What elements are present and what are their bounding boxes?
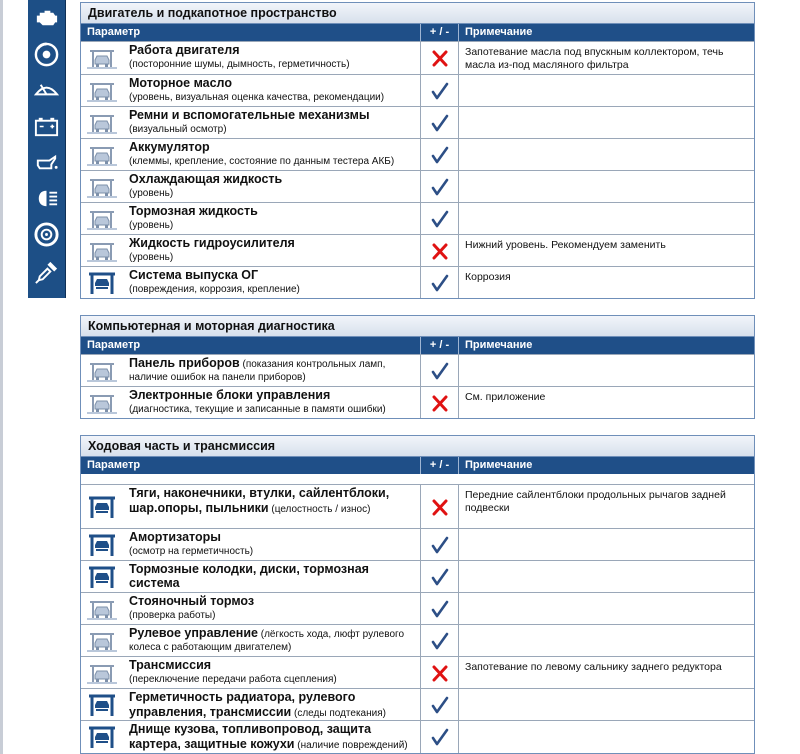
parameter-description: (осмотр на герметичность) xyxy=(129,546,254,557)
table-header xyxy=(81,337,754,354)
parameter-name: Электронные блоки управления xyxy=(129,388,331,402)
car-front-icon xyxy=(81,107,123,138)
parameter-cell xyxy=(123,171,420,202)
parameter-description: (повреждения, коррозия, крепление) xyxy=(129,284,300,295)
car-front-icon xyxy=(81,139,123,170)
table-row xyxy=(81,354,754,386)
car-front-icon xyxy=(81,387,123,418)
table-row xyxy=(81,688,754,720)
header-plus-minus: + / - xyxy=(420,457,458,474)
parameter-detail: (лёгкость хода, люфт рулевого xyxy=(257,629,404,640)
note-cell xyxy=(458,355,754,386)
table-row xyxy=(81,234,754,266)
section-title: Ходовая часть и трансмиссия xyxy=(81,436,754,457)
parameter-name: Тормозные колодки, диски, тормозная система xyxy=(129,562,369,590)
header-param: Параметр xyxy=(87,459,141,471)
parameter-cell xyxy=(123,387,420,418)
note-cell xyxy=(458,721,754,753)
parameter-cell xyxy=(123,689,420,720)
header-spacer xyxy=(81,474,754,484)
table-row xyxy=(81,560,754,592)
parameter-cell xyxy=(123,42,420,74)
parameter-name: Тормозная жидкость xyxy=(129,204,258,218)
parameter-name: Работа двигателя xyxy=(129,43,240,57)
table-row xyxy=(81,266,754,298)
header-param: Параметр xyxy=(87,26,141,38)
check-mark-icon xyxy=(420,171,458,202)
car-lift-icon xyxy=(81,689,123,720)
note-cell xyxy=(458,625,754,656)
parameter-description: (уровень) xyxy=(129,220,174,231)
parameter-cell xyxy=(123,235,420,266)
battery-icon[interactable] xyxy=(32,112,61,141)
brake-disc-icon[interactable] xyxy=(32,40,61,69)
parameter-name: Стояночный тормоз xyxy=(129,594,255,608)
parameter-description: (переключение передачи работа сцепления) xyxy=(129,674,337,685)
note-cell xyxy=(458,203,754,234)
check-mark-icon xyxy=(420,107,458,138)
parameter-description xyxy=(129,591,416,592)
note-cell xyxy=(458,75,754,106)
parameter-name-cont: картера, защитные кожухи xyxy=(129,737,295,751)
parameter-cell xyxy=(123,721,420,753)
parameter-cell xyxy=(123,267,420,298)
note-cell: Нижний уровень. Рекомендуем заменить xyxy=(458,235,754,266)
note-cell xyxy=(458,139,754,170)
parameter-detail: (целостность / износ) xyxy=(268,504,371,515)
check-mark-icon xyxy=(420,75,458,106)
table-row xyxy=(81,386,754,418)
check-mark-icon xyxy=(420,721,458,753)
car-front-icon xyxy=(81,75,123,106)
parameter-cell xyxy=(123,203,420,234)
parameter-name: Тяги, наконечники, втулки, сайлентблоки, xyxy=(129,486,390,500)
parameter-name: Рулевое управление xyxy=(129,626,258,640)
parameter-description: (уровень, визуальная оценка качества, рекомендации) xyxy=(129,92,385,103)
parameter-description: (посторонние шумы, дымность, герметичность) xyxy=(129,59,350,70)
header-note: Примечание xyxy=(458,24,754,41)
car-front-icon xyxy=(81,171,123,202)
note-cell xyxy=(458,107,754,138)
parameter-cell xyxy=(123,355,420,386)
parameter-name: Амортизаторы xyxy=(129,530,221,544)
car-front-icon xyxy=(81,625,123,656)
header-param: Параметр xyxy=(87,339,141,351)
note-cell: Запотевание масла под впускным коллектором, течь масла из-под масляного фильтра xyxy=(458,42,754,74)
car-lift-icon xyxy=(81,561,123,592)
parameter-name: Днище кузова, топливопровод, защита xyxy=(129,722,372,736)
cross-mark-icon xyxy=(420,485,458,528)
table-row xyxy=(81,138,754,170)
parameter-name: Аккумулятор xyxy=(129,140,210,154)
parameter-cell xyxy=(123,75,420,106)
table-header xyxy=(81,457,754,474)
check-mark-icon xyxy=(420,593,458,624)
parameter-name: Жидкость гидроусилителя xyxy=(129,236,295,250)
table-row xyxy=(81,592,754,624)
car-lift-icon xyxy=(81,267,123,298)
table-row xyxy=(81,170,754,202)
header-note: Примечание xyxy=(458,457,754,474)
check-mark-icon xyxy=(420,203,458,234)
parameter-name: Моторное масло xyxy=(129,76,232,90)
parameter-cell xyxy=(123,107,420,138)
parameter-detail: (следы подтекания) xyxy=(291,708,386,719)
wiper-icon[interactable] xyxy=(32,76,61,105)
cross-mark-icon xyxy=(420,387,458,418)
parameter-description: (диагностика, текущие и записанные в памяти ошибки) xyxy=(129,404,386,415)
cross-mark-icon xyxy=(420,235,458,266)
parameter-description: наличие ошибок на панели приборов) xyxy=(129,372,306,383)
note-cell xyxy=(458,689,754,720)
note-cell xyxy=(458,171,754,202)
section-chassis xyxy=(80,435,755,754)
car-lift-icon xyxy=(81,529,123,560)
parameter-name: Охлаждающая жидкость xyxy=(129,172,283,186)
section-title: Компьютерная и моторная диагностика xyxy=(81,316,754,337)
car-front-icon xyxy=(81,235,123,266)
note-cell: См. приложение xyxy=(458,387,754,418)
tire-icon[interactable] xyxy=(32,220,61,249)
parameter-cell xyxy=(123,657,420,688)
parameter-description: (проверка работы) xyxy=(129,610,216,621)
parameter-cell xyxy=(123,485,420,528)
car-lift-icon xyxy=(81,721,123,753)
check-mark-icon xyxy=(420,139,458,170)
check-mark-icon xyxy=(420,689,458,720)
parameter-name: Ремни и вспомогательные механизмы xyxy=(129,108,370,122)
parameter-description: (визуальный осмотр) xyxy=(129,124,227,135)
parameter-name: Система выпуска ОГ xyxy=(129,268,259,282)
note-cell: Передние сайлентблоки продольных рычагов задней подвески xyxy=(458,485,754,528)
table-row xyxy=(81,484,754,528)
section-engine xyxy=(80,2,755,299)
parameter-name: Панель приборов xyxy=(129,356,240,370)
category-sidebar xyxy=(28,0,66,298)
check-mark-icon xyxy=(420,529,458,560)
car-lift-icon xyxy=(81,485,123,528)
car-front-icon xyxy=(81,42,123,74)
table-row xyxy=(81,41,754,74)
parameter-detail: (показания контрольных ламп, xyxy=(239,359,386,370)
check-mark-icon xyxy=(420,625,458,656)
parameter-description: (клеммы, крепление, состояние по данным тестера АКБ) xyxy=(129,156,395,167)
car-front-icon xyxy=(81,203,123,234)
car-front-icon xyxy=(81,355,123,386)
cross-mark-icon xyxy=(420,657,458,688)
check-engine-icon[interactable] xyxy=(32,4,61,33)
spark-plug-icon[interactable] xyxy=(32,258,61,287)
oil-can-icon[interactable] xyxy=(32,148,61,177)
parameter-description: (уровень) xyxy=(129,252,174,263)
headlight-icon[interactable] xyxy=(32,184,61,213)
note-cell xyxy=(458,593,754,624)
note-cell xyxy=(458,561,754,592)
page-edge xyxy=(0,0,3,754)
table-row xyxy=(81,202,754,234)
table-row xyxy=(81,720,754,753)
section-title: Двигатель и подкапотное пространство xyxy=(81,3,754,24)
table-row xyxy=(81,624,754,656)
note-cell: Коррозия xyxy=(458,267,754,298)
parameter-description: колеса с работающим двигателем) xyxy=(129,642,292,653)
table-row xyxy=(81,106,754,138)
car-front-icon xyxy=(81,657,123,688)
note-cell xyxy=(458,529,754,560)
parameter-detail: (наличие повреждений) xyxy=(294,740,408,751)
parameter-cell xyxy=(123,529,420,560)
parameter-description: (уровень) xyxy=(129,188,174,199)
car-front-icon xyxy=(81,593,123,624)
check-mark-icon xyxy=(420,355,458,386)
header-note: Примечание xyxy=(458,337,754,354)
cross-mark-icon xyxy=(420,42,458,74)
parameter-name-cont: управления, трансмиссии xyxy=(129,705,292,719)
parameter-cell xyxy=(123,561,420,592)
check-mark-icon xyxy=(420,267,458,298)
table-header xyxy=(81,24,754,41)
parameter-cell xyxy=(123,139,420,170)
parameter-cell xyxy=(123,625,420,656)
parameter-cell xyxy=(123,593,420,624)
parameter-name: Герметичность радиатора, рулевого xyxy=(129,690,356,704)
header-plus-minus: + / - xyxy=(420,337,458,354)
parameter-name: Трансмиссия xyxy=(129,658,212,672)
table-row xyxy=(81,74,754,106)
parameter-name-cont: шар.опоры, пыльники xyxy=(129,501,269,515)
table-row xyxy=(81,656,754,688)
section-diagnostics xyxy=(80,315,755,419)
note-cell: Запотевание по левому сальнику заднего редуктора xyxy=(458,657,754,688)
header-plus-minus: + / - xyxy=(420,24,458,41)
check-mark-icon xyxy=(420,561,458,592)
table-row xyxy=(81,528,754,560)
